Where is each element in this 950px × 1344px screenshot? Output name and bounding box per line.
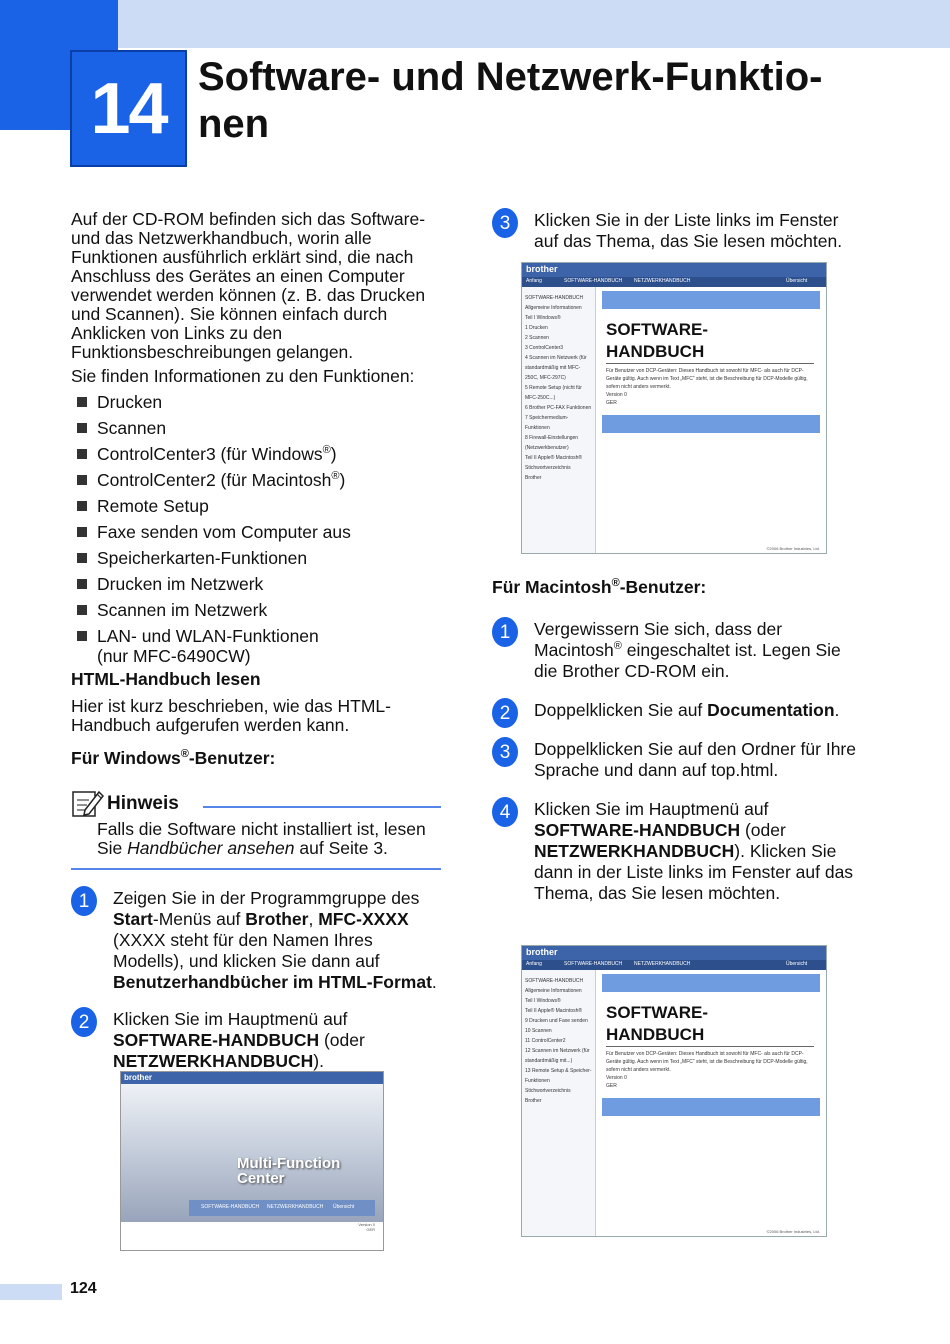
toc-item[interactable]: 2 Scannen — [525, 335, 549, 341]
windows-manual-screenshot — [521, 262, 827, 554]
toc-item[interactable]: 10 Scannen — [525, 1028, 552, 1034]
mac-step-2: 2 Doppelklicken Sie auf Documentation. — [492, 700, 862, 721]
tab-software-handbuch[interactable]: SOFTWARE-HANDBUCH — [564, 278, 623, 284]
toc-item[interactable]: 5 Remote Setup (nicht für MFC-250C...) — [525, 385, 582, 401]
toc-item[interactable]: 9 Drucken und Faxe senden — [525, 1018, 588, 1024]
pane-nav-bar — [602, 291, 820, 309]
toc-sidebar — [522, 287, 596, 553]
divider — [71, 868, 441, 870]
step-number-badge: 3 — [492, 737, 518, 767]
toc-item[interactable]: Allgemeine Informationen — [525, 988, 582, 994]
hint-box — [71, 788, 441, 870]
brother-logo: brother — [526, 947, 558, 957]
pane-nav-bar — [602, 1098, 820, 1116]
header-band — [0, 0, 950, 48]
html-paragraph: Hier ist kurz beschrieben, wie das HTML-Handbuch aufgerufen werden kann. — [71, 696, 391, 735]
tab-netzwerkhandbuch[interactable]: NETZWERKHANDBUCH — [634, 278, 691, 284]
toc-item[interactable]: Brother — [525, 1098, 542, 1104]
toc-item[interactable]: 6 Brother PC-FAX Funktionen — [525, 405, 592, 411]
hint-title: Hinweis — [107, 792, 179, 814]
toc-item[interactable]: Teil I Windows® — [525, 315, 561, 321]
pane-nav-bar — [602, 415, 820, 433]
tab-start[interactable]: Anfang — [526, 961, 542, 967]
bullet-icon — [77, 605, 87, 615]
list-item: Faxe senden vom Computer aus — [71, 522, 441, 548]
list-item: Scannen im Netzwerk — [71, 600, 441, 626]
note-pencil-icon — [71, 788, 105, 818]
step-number-badge: 2 — [492, 698, 518, 728]
mac-section — [492, 572, 862, 920]
bullet-icon — [77, 527, 87, 537]
list-item: Speicherkarten-Funktionen — [71, 548, 441, 574]
tab-overview[interactable]: Übersicht — [333, 1204, 355, 1210]
list-item: LAN- und WLAN-Funktionen (nur MFC-6490CW) — [71, 626, 441, 670]
bullet-icon — [77, 579, 87, 589]
step-number-badge: 4 — [492, 797, 518, 827]
page-tab — [0, 1284, 62, 1300]
divider — [606, 1046, 814, 1047]
list-item: Drucken im Netzwerk — [71, 574, 441, 600]
step-number-badge: 1 — [492, 617, 518, 647]
bullet-icon — [77, 475, 87, 485]
page-number: 124 — [70, 1280, 97, 1297]
list-item: Remote Setup — [71, 496, 441, 522]
toc-item[interactable]: 11 ControlCenter2 — [525, 1038, 566, 1044]
tab-overview[interactable]: Übersicht — [786, 278, 808, 284]
mac-manual-screenshot — [521, 945, 827, 1237]
mf-version: Version 0 GER — [358, 1222, 375, 1232]
right-column — [492, 210, 862, 268]
toc-item[interactable]: 12 Scannen im Netzwerk (für standardmäßig mit...) — [525, 1048, 590, 1064]
bullet-icon — [77, 553, 87, 563]
tab-software-handbuch[interactable]: SOFTWARE-HANDBUCH — [201, 1204, 260, 1210]
toc-item[interactable]: 3 ControlCenter3 — [525, 345, 564, 351]
multi-function-center-screenshot — [120, 1071, 384, 1251]
toc-item[interactable]: 8 Firewall-Einstellungen (Netzwerkbenutzer) — [525, 435, 579, 451]
mf-tab-bar — [189, 1200, 375, 1216]
toc-sidebar — [522, 970, 596, 1236]
toc-item[interactable]: Brother — [525, 475, 542, 481]
list-item: Scannen — [71, 418, 441, 444]
toc-item[interactable]: Allgemeine Informationen — [525, 305, 582, 311]
list-item: ControlCenter2 (für Macintosh®) — [71, 470, 441, 496]
windows-step-3: 3 Klicken Sie in der Liste links im Fenster auf das Thema, das Sie lesen möchten. — [492, 210, 862, 252]
intro-paragraph: Auf der CD-ROM befinden sich das Software- und das Netzwerkhandbuch, worin alle Funktionen ausführlich erklärt sind, die nach Anschluss des Gerätes an einen Computer verwendet werden können (z. B. das Drucken und Scannen). Sie können einfach durch Anklicken von Links zu den Funktionsbeschreibungen gelangen. — [71, 209, 426, 362]
feature-list — [71, 392, 441, 670]
left-column — [71, 210, 441, 1088]
doc-title: SOFTWARE- HANDBUCH — [606, 320, 708, 361]
bullet-icon — [77, 423, 87, 433]
brother-logo: brother — [526, 264, 558, 274]
mac-step-1: 1 Vergewissern Sie sich, dass der Macintosh® eingeschaltet ist. Legen Sie die Brother CD-ROM ein. — [492, 619, 862, 682]
list-item: Drucken — [71, 392, 441, 418]
windows-step-2: 2 Klicken Sie im Hauptmenü auf SOFTWARE-HANDBUCH (oder NETZWERKHANDBUCH). — [71, 1009, 441, 1072]
bullet-icon — [77, 449, 87, 459]
toc-item[interactable]: 4 Scannen im Netzwerk (für standardmäßig mit MFC-250C, MFC-297C) — [525, 355, 587, 381]
divider — [606, 363, 814, 364]
windows-step-1: 1 Zeigen Sie in der Programmgruppe des Start-Menüs auf Brother, MFC-XXXX (XXXX steht für den Namen Ihres Modells), und klicken Sie dann auf Benutzerhandbücher im HTML-Format. — [71, 888, 441, 993]
toc-item[interactable]: SOFTWARE-HANDBUCH — [525, 295, 584, 301]
step-number-badge: 2 — [71, 1007, 97, 1037]
list-intro: Sie finden Informationen zu den Funktionen: — [71, 366, 415, 386]
step-number-badge: 1 — [71, 886, 97, 916]
brother-logo: brother — [124, 1073, 152, 1082]
bullet-icon — [77, 631, 87, 641]
toc-item[interactable]: SOFTWARE-HANDBUCH — [525, 978, 584, 984]
step-number-badge: 3 — [492, 208, 518, 238]
mac-step-3: 3 Doppelklicken Sie auf den Ordner für Ihre Sprache und dann auf top.html. — [492, 739, 862, 781]
tab-software-handbuch[interactable]: SOFTWARE-HANDBUCH — [564, 961, 623, 967]
bullet-icon — [77, 501, 87, 511]
toc-item[interactable]: 13 Remote Setup & Speicher-Funktionen — [525, 1068, 592, 1084]
copyright: ©2006 Brother Industries, Ltd. — [766, 1229, 820, 1234]
pane-nav-bar — [602, 974, 820, 992]
doc-body: Für Benutzer von DCP-Geräten: Dieses Handbuch ist sowohl für MFC- als auch für DCP-Geräte gültig. Auch wenn im Text „MFC“ steht, ist die Beschreibung für DCP-Modelle gültig, sofern nicht anders vermerkt. Version 0 GER — [606, 368, 808, 406]
copyright: ©2006 Brother Industries, Ltd. — [766, 546, 820, 551]
toc-item[interactable]: Teil II Apple® Macintosh® — [525, 1008, 583, 1014]
doc-title: SOFTWARE- HANDBUCH — [606, 1003, 708, 1044]
toc-item[interactable]: 1 Drucken — [525, 325, 548, 331]
html-heading: HTML-Handbuch lesen — [71, 669, 261, 689]
toc-item[interactable]: Stichwortverzeichnis — [525, 465, 571, 471]
toc-item[interactable]: Teil II Apple® Macintosh® — [525, 455, 583, 461]
toc-item[interactable]: Stichwortverzeichnis — [525, 1088, 571, 1094]
chapter-number: 14 — [70, 50, 187, 167]
tab-start[interactable]: Anfang — [526, 278, 542, 284]
chapter-title: Software- und Netzwerk-Funktio- nen — [198, 55, 823, 146]
windows-heading: Für Windows®-Benutzer: — [71, 748, 276, 768]
list-item: ControlCenter3 (für Windows®) — [71, 444, 441, 470]
mf-title: Multi-Function Center — [237, 1155, 341, 1187]
tab-overview[interactable]: Übersicht — [786, 961, 808, 967]
hint-text: Falls die Software nicht installiert ist, lesen Sie Handbücher ansehen auf Seite 3. — [97, 819, 426, 858]
toc-item[interactable]: Teil I Windows® — [525, 998, 561, 1004]
bullet-icon — [77, 397, 87, 407]
toc-item[interactable]: 7 Speichermedium-Funktionen — [525, 415, 569, 431]
divider — [203, 806, 441, 808]
mac-heading: Für Macintosh®-Benutzer: — [492, 577, 707, 597]
doc-body: Für Benutzer von DCP-Geräten: Dieses Handbuch ist sowohl für MFC- als auch für DCP-Geräte gültig. Auch wenn im Text „MFC“ steht, ist die Beschreibung für DCP-Modelle gültig, sofern nicht anders vermerkt. Version 0 GER — [606, 1051, 808, 1089]
tab-netzwerkhandbuch[interactable]: NETZWERKHANDBUCH — [267, 1204, 324, 1210]
mac-step-4: 4 Klicken Sie im Hauptmenü auf SOFTWARE-HANDBUCH (oder NETZWERKHANDBUCH). Klicken Sie dann in der Liste links im Fenster auf das Thema, das Sie lesen möchten. — [492, 799, 862, 904]
tab-netzwerkhandbuch[interactable]: NETZWERKHANDBUCH — [634, 961, 691, 967]
